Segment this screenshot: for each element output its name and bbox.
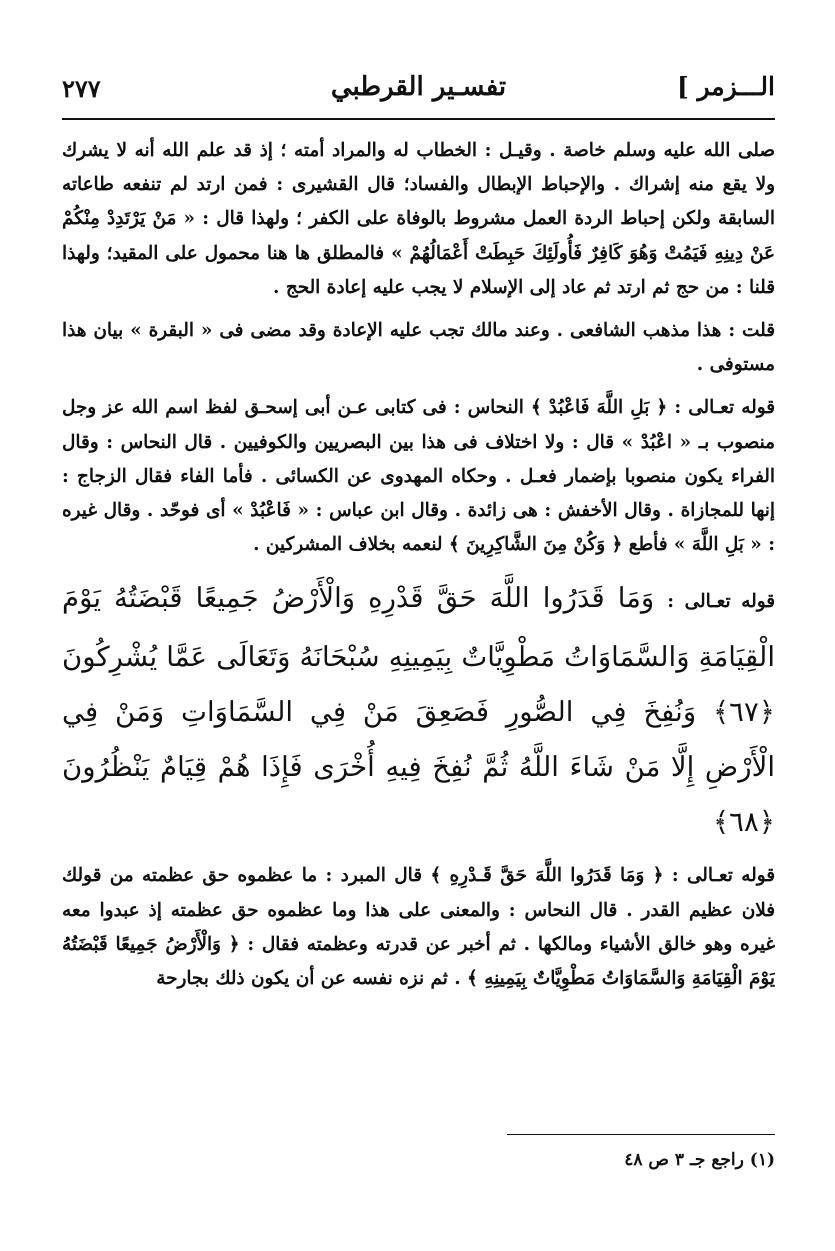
paragraph-3: قوله تعـالى : ﴿ بَلِ اللَّهَ فَاعْبُدْ ﴾ النحاس : فى كتابى عـن أبى إسحـق لفظ اسم الله عز وجل منصوب بـ « اعْبُدْ » قال : ولا اختلاف فى هذا بين البصريين والكوفيين . قال النحاس : وقال الفراء يكون منصوبا بإضمار فعـل . وحكاه المهدوى عن الكسائى . فأما الفاء فقال الزجاج : إنها للمجازاة . وقال الأخفش : هى زائدة . وقال ابن عباس : « فَاعْبُدْ » أى فوحّد . وقال غيره : « بَلِ اللَّهَ » فأطع ﴿ وَكُنْ مِنَ الشَّاكِرِينَ ﴾ لنعمه بخلاف المشركين . <box>62 397 775 556</box>
quran-verse <box>62 571 775 849</box>
page-header <box>62 68 775 112</box>
sura-name: الـــزمر ] <box>676 72 775 101</box>
footnote: (١) راجع جـ ٣ ص ٤٨ <box>624 1150 775 1170</box>
paragraph-4: قوله تعـالى : ﴿ وَمَا قَدَرُوا اللَّهَ حَقَّ قَـدْرِهِ ﴾ قال المبرد : ما عظموه حق عظمته من قولك فلان عظيم القدر . قال النحاس : والمعنى على هذا وما عظموه حق عظمته إذ عبدوا معه غيره وهو خالق الأشياء ومالكها . ثم أخبر عن قدرته وعظمته فقال : ﴿ وَالْأَرْضُ جَمِيعًا قَبْضَتُهُ يَوْمَ الْقِيَامَةِ وَالسَّمَاوَاتُ مَطْوِيَّاتٌ بِيَمِينِهِ ﴾ . ثم نزه نفسه عن أن يكون ذلك بجارحة <box>62 865 775 990</box>
page-number: ٢٧٧ <box>62 74 101 103</box>
verse-text: وَمَا قَدَرُوا اللَّهَ حَقَّ قَدْرِهِ وَالْأَرْضُ جَمِيعًا قَبْضَتُهُ يَوْمَ الْقِيَامَةِ وَالسَّمَاوَاتُ مَطْوِيَّاتٌ بِيَمِينِهِ سُبْحَانَهُ وَتَعَالَى عَمَّا يُشْرِكُونَ ﴿٦٧﴾ وَنُفِخَ فِي الصُّورِ فَصَعِقَ مَنْ فِي السَّمَاوَاتِ وَمَنْ فِي الْأَرْضِ إِلَّا مَنْ شَاءَ اللَّهُ ثُمَّ نُفِخَ فِيهِ أُخْرَى فَإِذَا هُمْ قِيَامٌ يَنْظُرُونَ ﴿٦٨﴾ <box>62 581 775 838</box>
header-rule <box>62 118 775 120</box>
quran-verse-block <box>62 571 775 849</box>
verse-lead: قوله تعـالى : <box>667 591 775 613</box>
paragraph-1: صلى الله عليه وسلم خاصة . وقيـل : الخطاب له والمراد أمته ؛ إذ قد علم الله أنه لا يشرك ولا يقع منه إشراك . والإحباط الإبطال والفساد؛ قال القشيرى : فمن ارتد لم تنفعه طاعاته السابقة ولكن إحباط الردة العمل مشروط بالوفاة على الكفر ؛ ولهذا قال : « مَنْ يَرْتَدِدْ مِنْكُمْ عَنْ دِينِهِ فَيَمُتْ وَهُوَ كَافِرٌ فَأُولَئِكَ حَبِطَتْ أَعْمَالُهُمْ » فالمطلق ها هنا محمول على المقيد؛ ولهذا قلنا : من حج ثم ارتد ثم عاد إلى الإسلام لا يجب عليه إعادة الحج . <box>62 140 775 298</box>
paragraph-2: قلت : هذا مذهب الشافعى . وعند مالك تجب عليه الإعادة وقد مضى فى « البقرة » بيان هذا مستوفى . <box>62 320 775 376</box>
footnote-rule <box>507 1134 775 1135</box>
page-body <box>62 134 775 1144</box>
book-title: تفسـير القرطبي <box>330 72 507 102</box>
